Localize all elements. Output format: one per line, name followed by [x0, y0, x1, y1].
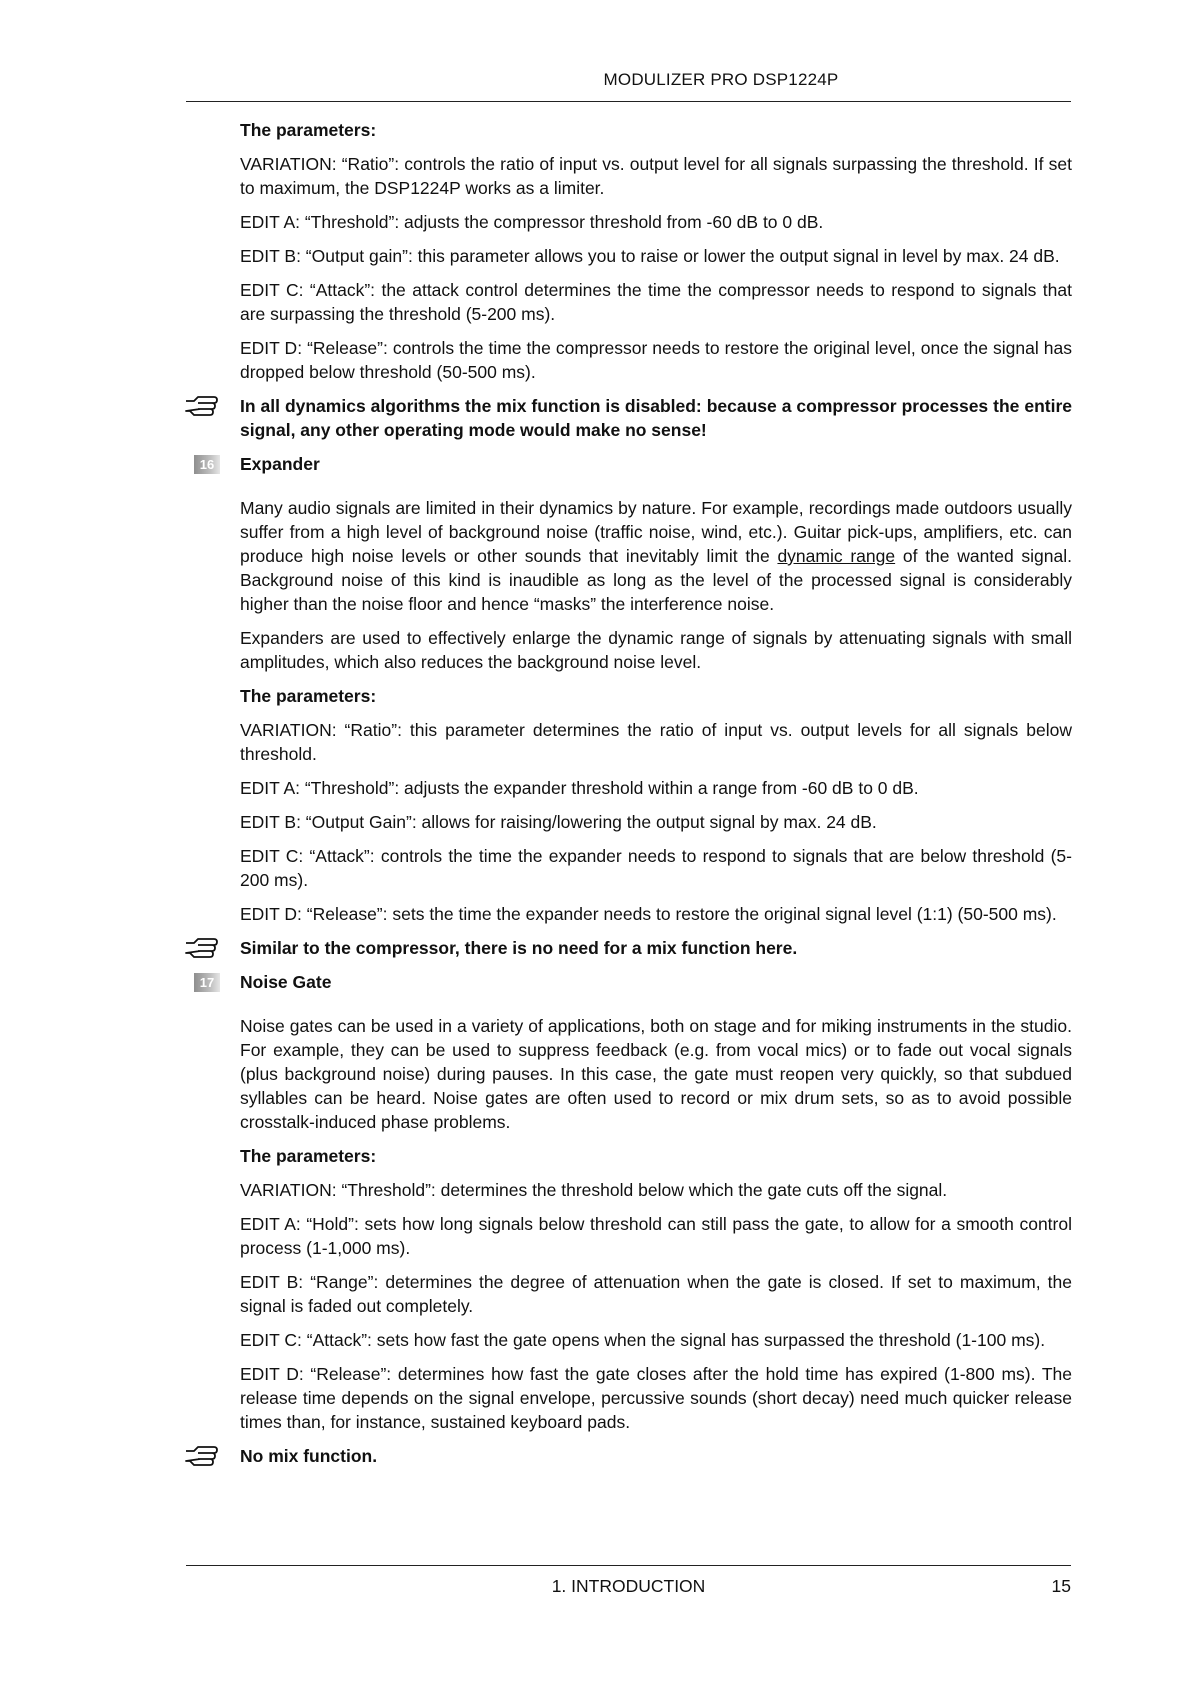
dynamic-range-link[interactable]: dynamic range	[777, 546, 896, 566]
pointing-hand-icon	[184, 1441, 224, 1467]
page-number: 15	[1051, 1576, 1071, 1596]
noise-gate-note	[240, 1444, 1072, 1468]
noise-gate-param-edit-a: EDIT A: “Hold”: sets how long signals below threshold can still pass the gate, to allow for a smooth control process (1-1,000 ms).	[240, 1214, 1072, 1258]
compressor-param-edit-d: EDIT D: “Release”: controls the time the compressor needs to restore the original level, once the signal has dropped below threshold (50-500 ms).	[240, 338, 1072, 382]
noise-gate-param-edit-b: EDIT B: “Range”: determines the degree of attenuation when the gate is closed. If set to maximum, the signal is faded out completely.	[240, 1272, 1072, 1316]
page-body	[199, 118, 1073, 1478]
footer-rule	[186, 1565, 1071, 1566]
expander-note-text: Similar to the compressor, there is no need for a mix function here.	[240, 938, 798, 958]
compressor-param-edit-a: EDIT A: “Threshold”: adjusts the compressor threshold from -60 dB to 0 dB.	[240, 212, 824, 232]
compressor-note	[240, 394, 1072, 442]
noise-gate-param-variation: VARIATION: “Threshold”: determines the threshold below which the gate cuts off the signal.	[240, 1180, 948, 1200]
section-number-badge: 16	[194, 455, 220, 474]
expander-param-edit-a: EDIT A: “Threshold”: adjusts the expander threshold within a range from -60 dB to 0 dB.	[240, 778, 919, 798]
footer-chapter: 1. INTRODUCTION	[551, 1576, 706, 1596]
expander-param-edit-b: EDIT B: “Output Gain”: allows for raising/lowering the output signal by max. 24 dB.	[240, 812, 877, 832]
noise-gate-param-edit-d: EDIT D: “Release”: determines how fast the gate closes after the hold time has expired (1-800 ms). The release time depends on the signal envelope, percussive sounds (short decay) need much quicker release times than, for instance, sustained keyboard pads.	[240, 1364, 1072, 1432]
noise-gate-heading	[199, 970, 1072, 994]
noise-gate-title: Noise Gate	[240, 972, 332, 992]
expander-title: Expander	[240, 454, 320, 474]
compressor-param-edit-b: EDIT B: “Output gain”: this parameter allows you to raise or lower the output signal in level by max. 24 dB.	[240, 246, 1060, 266]
expander-note	[240, 936, 1072, 960]
header-rule	[186, 101, 1071, 102]
section-number-badge: 17	[194, 973, 220, 992]
compressor-param-variation: VARIATION: “Ratio”: controls the ratio of input vs. output level for all signals surpassing the threshold. If set to maximum, the DSP1224P works as a limiter.	[240, 154, 1072, 198]
expander-param-variation: VARIATION: “Ratio”: this parameter determines the ratio of input vs. output levels for all signals below threshold.	[240, 720, 1072, 764]
pointing-hand-icon	[184, 391, 224, 417]
pointing-hand-icon	[184, 933, 224, 959]
expander-intro-1-text-b: of the wanted signal. Background noise of this kind is inaudible as long as the level of the processed signal is considerably higher than the noise floor and hence “masks” the interference noise.	[240, 546, 1073, 614]
noise-gate-note-text: No mix function.	[240, 1446, 378, 1466]
expander-intro-2: Expanders are used to effectively enlarge the dynamic range of signals by attenuating signals with small amplitudes, which also reduces the background noise level.	[240, 628, 1072, 672]
noise-gate-params-heading: The parameters:	[240, 1146, 377, 1166]
noise-gate-intro: Noise gates can be used in a variety of applications, both on stage and for miking instruments in the studio. For example, they can be used to suppress feedback (e.g. from vocal mics) or to fade out vocal signals (plus background noise) during pauses. In this case, the gate must reopen very quickly, so that subdued syllables can be heard. Noise gates are often used to record or mix drum sets, so as to avoid possible crosstalk-induced phase problems.	[240, 1016, 1072, 1132]
expander-param-edit-d: EDIT D: “Release”: sets the time the expander needs to restore the original signal level (1:1) (50-500 ms).	[240, 904, 1057, 924]
compressor-params-heading: The parameters:	[240, 120, 377, 140]
expander-intro-1	[240, 496, 1072, 616]
expander-params-heading: The parameters:	[240, 686, 377, 706]
compressor-note-text: In all dynamics algorithms the mix function is disabled: because a compressor processes the entire signal, any other operating mode would make no sense!	[240, 396, 1072, 440]
noise-gate-param-edit-c: EDIT C: “Attack”: sets how fast the gate opens when the signal has surpassed the threshold (1-100 ms).	[240, 1330, 1046, 1350]
running-header: MODULIZER PRO DSP1224P	[603, 70, 839, 89]
expander-intro-1-text-a: Many audio signals are limited in their dynamics by nature. For example, recordings made outdoors usually suffer from a high level of background noise (traffic noise, wind, etc.). Guitar pick-ups, amplifiers, etc. can produce high noise levels or other sounds that inevitably limit the	[240, 498, 1072, 566]
expander-heading	[199, 452, 1072, 476]
expander-param-edit-c: EDIT C: “Attack”: controls the time the expander needs to respond to signals that are below threshold (5-200 ms).	[240, 846, 1072, 890]
compressor-param-edit-c: EDIT C: “Attack”: the attack control determines the time the compressor needs to respond to signals that are surpassing the threshold (5-200 ms).	[240, 280, 1072, 324]
